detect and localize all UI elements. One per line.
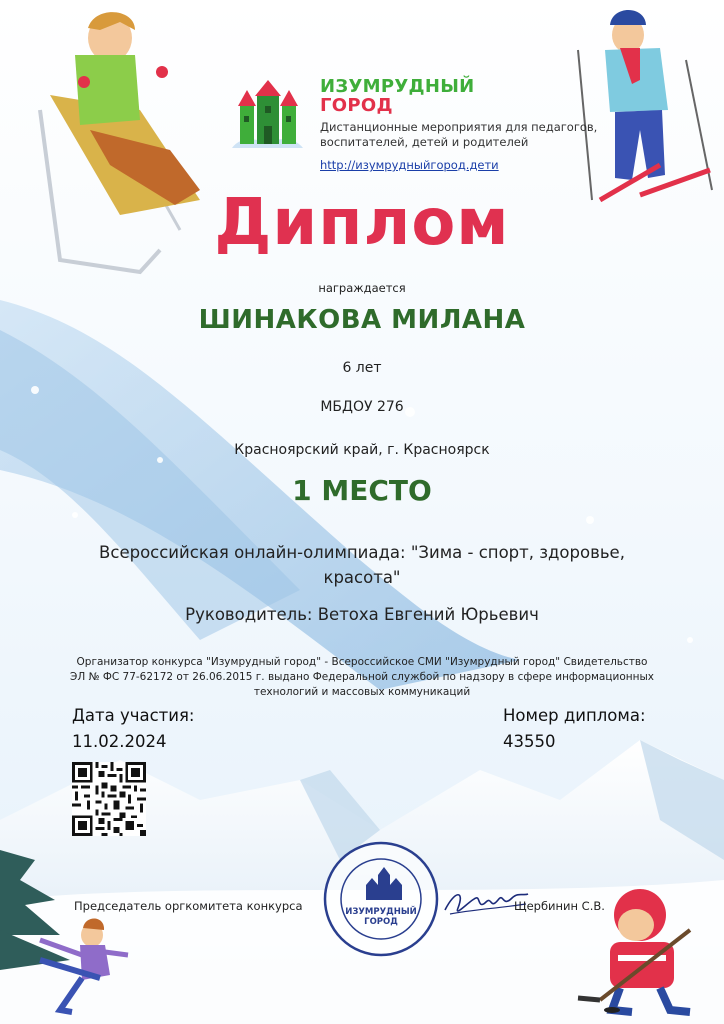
date-label: Дата участия: — [72, 706, 195, 725]
recipient-age: 6 лет — [342, 360, 382, 376]
signer-name: Щербинин С.В. — [514, 899, 605, 913]
qr-code[interactable] — [72, 762, 146, 836]
awarded-text: награждается — [318, 281, 406, 295]
diploma-number-value: 43550 — [503, 732, 556, 751]
castle-logo-icon — [230, 78, 305, 158]
date-value: 11.02.2024 — [72, 732, 167, 751]
logo-title-line2: ГОРОД — [320, 95, 393, 116]
place-award: 1 МЕСТО — [292, 474, 432, 507]
organizer-text: Организатор конкурса "Изумрудный город" - Всероссийское СМИ "Изумрудный город" Свидетельство ЭЛ № ФС 77-62172 от 26.06.2015 г. выдано Федеральной службой по надзору в сфере информационных технологий и массовых коммуникаций — [70, 656, 654, 698]
diploma-title: Диплом — [214, 186, 510, 260]
leader-name: Руководитель: Ветоха Евгений Юрьевич — [185, 605, 539, 624]
recipient-organization: МБДОУ 276 — [320, 399, 404, 415]
logo-title-line1: ИЗУМРУДНЫЙ — [320, 76, 475, 97]
stamp-center-line1: ИЗУМРУДНЫЙ — [345, 907, 417, 917]
website-link[interactable]: http://изумрудныйгород.дети — [320, 158, 499, 172]
diploma-number-label: Номер диплома: — [503, 706, 646, 725]
chairman-label: Председатель оргкомитета конкурса — [74, 899, 303, 913]
recipient-region: Красноярский край, г. Красноярск — [234, 442, 490, 458]
stamp-center-line2: ГОРОД — [364, 917, 398, 927]
logo-subtitle: Дистанционные мероприятия для педагогов, воспитателей, детей и родителей — [320, 120, 598, 149]
event-name: Всероссийская онлайн-олимпиада: "Зима - спорт, здоровье, красота" — [99, 543, 625, 587]
logo-title — [320, 77, 475, 115]
stamp-seal — [322, 840, 440, 958]
recipient-name: ШИНАКОВА МИЛАНА — [198, 305, 526, 335]
